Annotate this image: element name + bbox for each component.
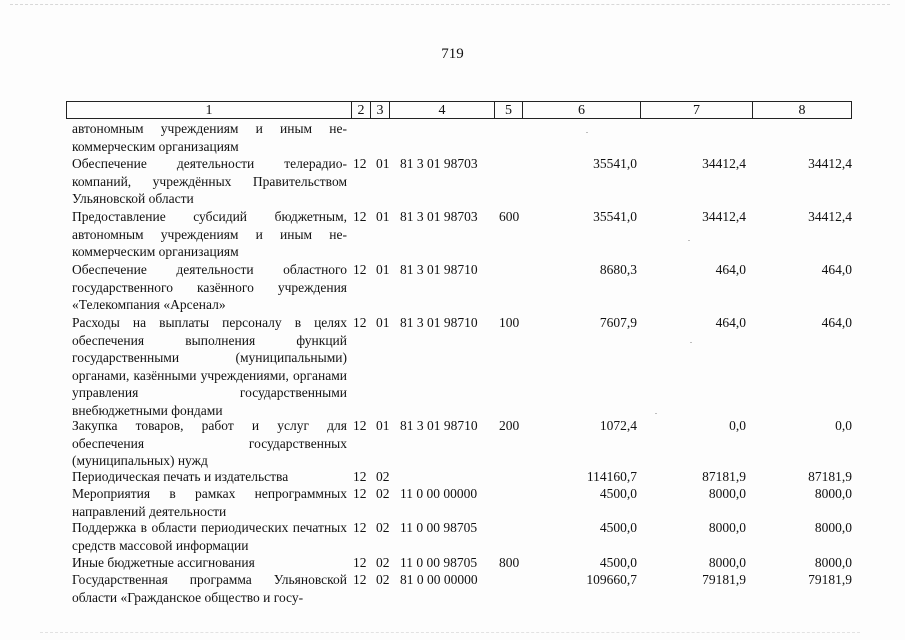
row-expense-type: 200 bbox=[499, 418, 520, 433]
column-header-3: 3 bbox=[371, 102, 390, 118]
row-target-code: 81 3 01 98703 bbox=[400, 209, 478, 224]
row-amount-col6: 35541,0 bbox=[593, 209, 637, 224]
row-amount-col7: 79181,9 bbox=[702, 572, 746, 587]
row-target-code: 11 0 00 00000 bbox=[400, 486, 478, 501]
row-section: 12 bbox=[353, 520, 367, 535]
row-target-code: 11 0 00 98705 bbox=[400, 520, 478, 535]
column-header-4: 4 bbox=[390, 102, 495, 118]
row-description: Предоставление субсидий бюджетным, автономным учреждениям и иным не-коммерческим организациям bbox=[72, 209, 347, 259]
row-amount-col6: 35541,0 bbox=[593, 156, 637, 171]
row-amount-col7: 8000,0 bbox=[708, 555, 746, 570]
row-amount-col8: 0,0 bbox=[835, 418, 852, 433]
row-amount-col7: 464,0 bbox=[715, 315, 746, 330]
row-amount-col7: 464,0 bbox=[715, 262, 746, 277]
row-section: 12 bbox=[353, 469, 367, 484]
row-section: 12 bbox=[353, 486, 367, 501]
row-subsection: 01 bbox=[376, 156, 390, 171]
row-amount-col8: 8000,0 bbox=[814, 520, 852, 535]
row-amount-col7: 0,0 bbox=[729, 418, 746, 433]
column-header-8: 8 bbox=[798, 103, 806, 118]
row-amount-col6: 4500,0 bbox=[599, 486, 637, 501]
row-amount-col7: 34412,4 bbox=[702, 156, 746, 171]
row-description: Иные бюджетные ассигнования bbox=[72, 555, 255, 570]
row-section: 12 bbox=[353, 315, 367, 330]
page-number: 719 bbox=[441, 46, 464, 62]
row-target-code: 81 3 01 98710 bbox=[400, 418, 478, 433]
row-target-code: 81 0 00 00000 bbox=[400, 572, 478, 587]
row-amount-col7: 8000,0 bbox=[708, 520, 746, 535]
row-amount-col6: 4500,0 bbox=[599, 520, 637, 535]
row-expense-type: 800 bbox=[499, 555, 520, 570]
row-description: Расходы на выплаты персоналу в целях обеспечения выполнения функций государственными (муниципальными) органами, казёнными учреждениями, органами управления государственными внебюджетными фондами bbox=[72, 315, 347, 418]
row-target-code: 81 3 01 98710 bbox=[400, 315, 478, 330]
row-subsection: 02 bbox=[376, 486, 390, 501]
row-target-code: 81 3 01 98710 bbox=[400, 262, 478, 277]
row-description: автономным учреждениям и иным не-коммерческим организациям bbox=[72, 121, 347, 154]
row-section: 12 bbox=[353, 572, 367, 587]
row-target-code: 81 3 01 98703 bbox=[400, 156, 478, 171]
scan-speck bbox=[688, 240, 690, 241]
row-description: Мероприятия в рамках непрограммных направлений деятельности bbox=[72, 486, 347, 519]
column-header-1: 1 bbox=[67, 102, 352, 118]
row-subsection: 01 bbox=[376, 262, 390, 277]
row-amount-col8: 87181,9 bbox=[808, 469, 852, 484]
row-amount-col8: 79181,9 bbox=[808, 572, 852, 587]
row-expense-type: 600 bbox=[499, 209, 520, 224]
column-header-7: 7 bbox=[641, 102, 753, 118]
row-amount-col8: 464,0 bbox=[821, 262, 852, 277]
row-amount-col8: 8000,0 bbox=[814, 486, 852, 501]
row-subsection: 02 bbox=[376, 555, 390, 570]
row-subsection: 02 bbox=[376, 520, 390, 535]
row-description: Закупка товаров, работ и услуг для обеспечения государственных (муниципальных) нужд bbox=[72, 418, 347, 468]
row-description: Государственная программа Ульяновской области «Гражданское общество и госу- bbox=[72, 572, 347, 605]
scan-speck bbox=[655, 413, 657, 414]
row-amount-col6: 1072,4 bbox=[599, 418, 637, 433]
row-amount-col7: 34412,4 bbox=[702, 209, 746, 224]
row-amount-col6: 114160,7 bbox=[586, 469, 637, 484]
row-expense-type: 100 bbox=[499, 315, 520, 330]
scan-speck bbox=[586, 132, 588, 133]
row-amount-col6: 7607,9 bbox=[599, 315, 637, 330]
row-section: 12 bbox=[353, 262, 367, 277]
row-amount-col8: 464,0 bbox=[821, 315, 852, 330]
row-subsection: 01 bbox=[376, 315, 390, 330]
row-description: Обеспечение деятельности областного государственного казённого учреждения «Телекомпания «Арсенал» bbox=[72, 262, 347, 312]
row-amount-col7: 8000,0 bbox=[708, 486, 746, 501]
row-section: 12 bbox=[353, 555, 367, 570]
row-amount-col6: 109660,7 bbox=[586, 572, 637, 587]
column-header-5: 5 bbox=[495, 102, 523, 118]
row-subsection: 01 bbox=[376, 418, 390, 433]
row-amount-col6: 8680,3 bbox=[599, 262, 637, 277]
row-amount-col8: 34412,4 bbox=[808, 209, 852, 224]
scan-edge-top bbox=[10, 4, 890, 6]
row-subsection: 02 bbox=[376, 469, 390, 484]
row-section: 12 bbox=[353, 418, 367, 433]
row-description: Периодическая печать и издательства bbox=[72, 469, 289, 484]
row-target-code: 11 0 00 98705 bbox=[400, 555, 478, 570]
row-subsection: 01 bbox=[376, 209, 390, 224]
row-amount-col6: 4500,0 bbox=[599, 555, 637, 570]
row-amount-col8: 34412,4 bbox=[808, 156, 852, 171]
column-header-2: 2 bbox=[352, 102, 371, 118]
scan-speck bbox=[690, 342, 692, 343]
scan-edge-bottom bbox=[40, 632, 860, 634]
column-header-6: 6 bbox=[523, 102, 641, 118]
row-description: Поддержка в области периодических печатных средств массовой информации bbox=[72, 520, 347, 553]
row-amount-col8: 8000,0 bbox=[814, 555, 852, 570]
row-subsection: 02 bbox=[376, 572, 390, 587]
row-description: Обеспечение деятельности телерадио-компаний, учреждённых Правительством Ульяновской области bbox=[72, 156, 347, 206]
row-section: 12 bbox=[353, 209, 367, 224]
row-section: 12 bbox=[353, 156, 367, 171]
table-header-row bbox=[66, 101, 852, 119]
row-amount-col7: 87181,9 bbox=[702, 469, 746, 484]
